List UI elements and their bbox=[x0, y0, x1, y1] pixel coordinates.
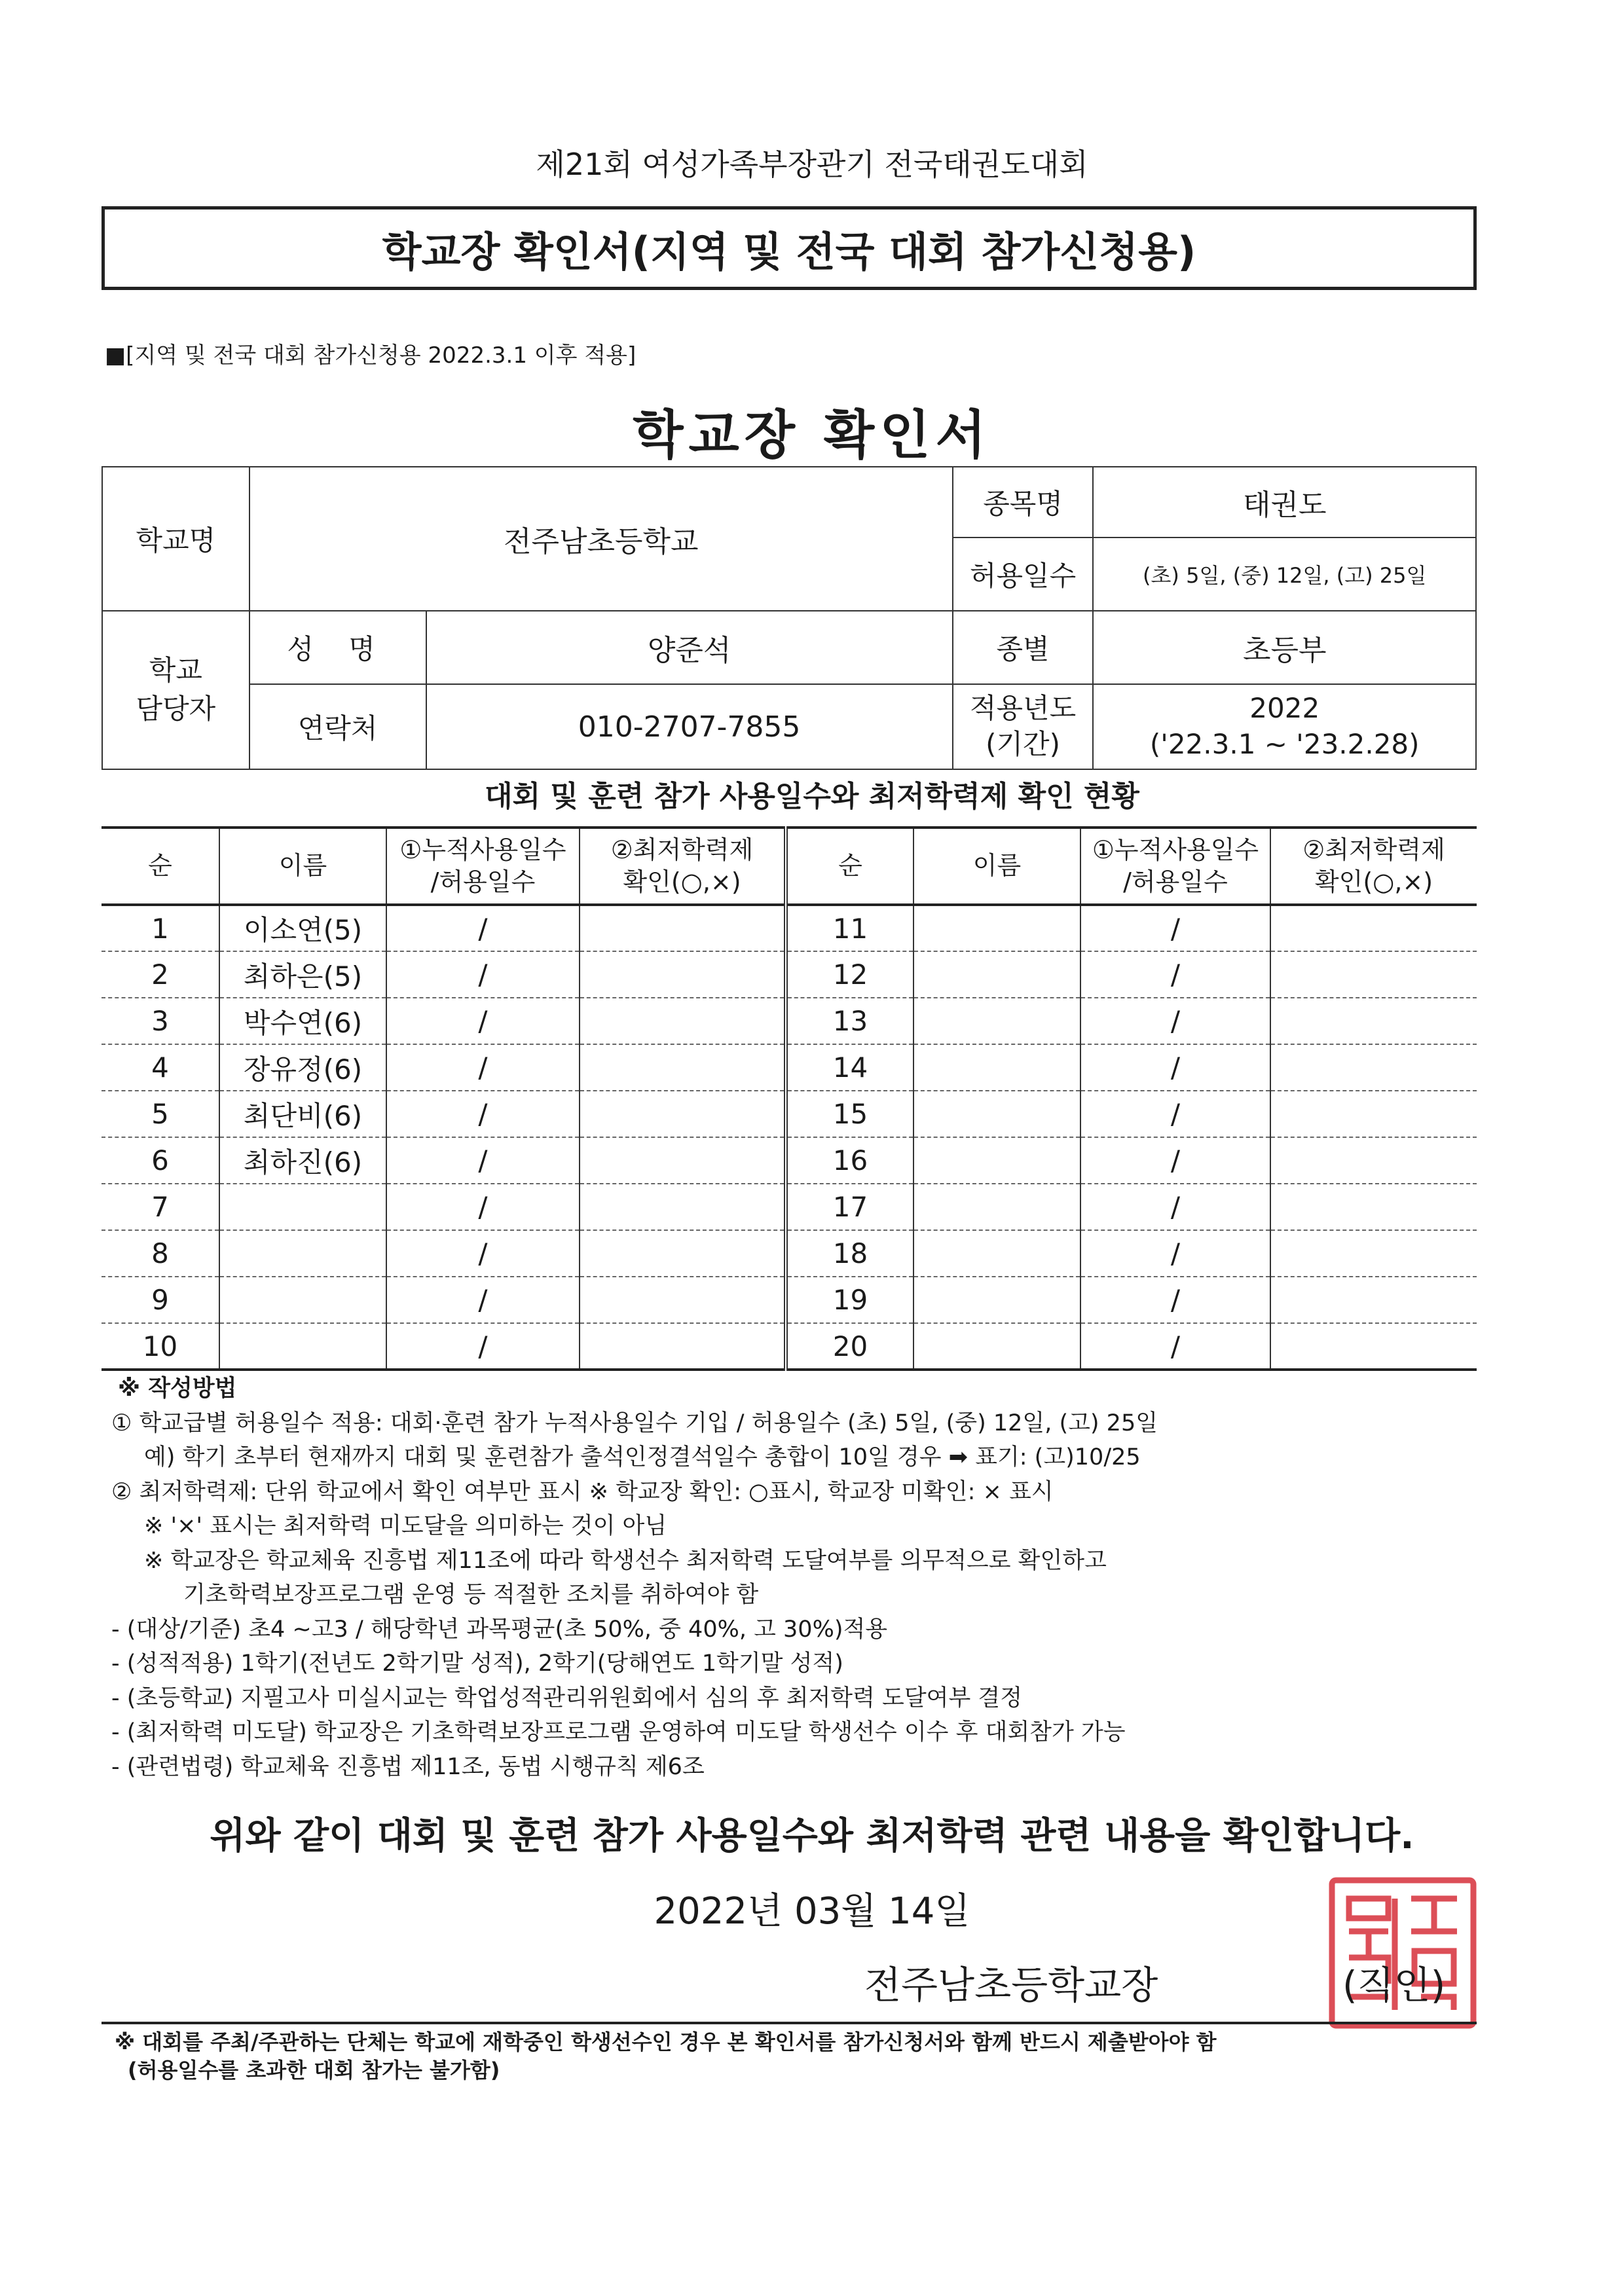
roster-check bbox=[1270, 1091, 1477, 1137]
issue-date: 2022년 03월 14일 bbox=[654, 1890, 970, 1933]
roster-row bbox=[101, 1277, 1477, 1323]
roster-no: 5 bbox=[101, 1091, 219, 1137]
sport-label: 종목명 bbox=[953, 467, 1094, 538]
roster-days: / bbox=[1080, 998, 1270, 1044]
roster-name bbox=[913, 1184, 1080, 1230]
roster-check bbox=[580, 951, 786, 998]
instruction-line: ② 최저학력제: 단위 학교에서 확인 여부만 표시 ※ 학교장 확인: ○표시, 학교장 미확인: × 표시 bbox=[111, 1478, 1054, 1505]
roster-days: / bbox=[386, 1044, 580, 1091]
roster-check bbox=[1270, 905, 1477, 951]
roster-no: 11 bbox=[786, 905, 913, 951]
roster-check bbox=[580, 1091, 786, 1137]
roster-check bbox=[1270, 998, 1477, 1044]
col-name-2: 이름 bbox=[913, 828, 1080, 905]
roster-check bbox=[1270, 1230, 1477, 1277]
roster-row bbox=[101, 951, 1477, 998]
roster-row bbox=[101, 1184, 1477, 1230]
roster-check bbox=[580, 1230, 786, 1277]
roster-row bbox=[101, 1137, 1477, 1184]
roster-name: 장유정(6) bbox=[219, 1044, 386, 1091]
col-days-2: ①누적사용일수 /허용일수 bbox=[1080, 828, 1270, 905]
roster-check bbox=[580, 998, 786, 1044]
roster-name: 최단비(6) bbox=[219, 1091, 386, 1137]
roster-check bbox=[1270, 1323, 1477, 1370]
roster-days: / bbox=[1080, 1230, 1270, 1277]
roster-days: / bbox=[1080, 951, 1270, 998]
roster-name: 이소연(5) bbox=[219, 905, 386, 951]
certificate-title: 학교장 확인서 bbox=[633, 405, 991, 465]
roster-days: / bbox=[386, 1277, 580, 1323]
roster-no: 9 bbox=[101, 1277, 219, 1323]
instruction-line: - (초등학교) 지필고사 미실시교는 학업성적관리위원회에서 심의 후 최저학력 도달여부 결정 bbox=[111, 1685, 1023, 1711]
roster-days: / bbox=[386, 951, 580, 998]
seal-mark: (직인) bbox=[1342, 1963, 1446, 2007]
roster-no: 19 bbox=[786, 1277, 913, 1323]
roster-row bbox=[101, 1230, 1477, 1277]
roster-check bbox=[1270, 1044, 1477, 1091]
col-check: ②최저학력제 확인(○,×) bbox=[580, 828, 786, 905]
roster-days: / bbox=[1080, 1184, 1270, 1230]
roster-check bbox=[1270, 951, 1477, 998]
info-table bbox=[101, 466, 1477, 770]
status-title: 대회 및 훈련 참가 사용일수와 최저학력제 확인 현황 bbox=[485, 780, 1139, 813]
roster-days: / bbox=[386, 998, 580, 1044]
col-days: ①누적사용일수 /허용일수 bbox=[386, 828, 580, 905]
col-no-2: 순 bbox=[786, 828, 913, 905]
roster-check bbox=[580, 1137, 786, 1184]
roster-name bbox=[913, 1230, 1080, 1277]
roster-name bbox=[219, 1184, 386, 1230]
roster-no: 7 bbox=[101, 1184, 219, 1230]
footnote-line-1: ※ 대회를 주최/주관하는 단체는 학교에 재학중인 학생선수인 경우 본 확인서를 참가신청서와 함께 반드시 제출받아야 함 bbox=[115, 2030, 1217, 2054]
roster-row bbox=[101, 905, 1477, 951]
roster-name: 최하은(5) bbox=[219, 951, 386, 998]
instruction-line: ※ 학교장은 학교체육 진흥법 제11조에 따라 학생선수 최저학력 도달여부를 의무적으로 확인하고 bbox=[144, 1547, 1107, 1574]
manager-label: 학교 담당자 bbox=[102, 611, 249, 769]
year-label: 적용년도 (기간) bbox=[953, 684, 1094, 769]
instruction-line: 예) 학기 초부터 현재까지 대회 및 훈련참가 출석인정결석일수 총합이 10일 경우 ➡ 표기: (고)10/25 bbox=[144, 1444, 1141, 1470]
roster-name bbox=[913, 1323, 1080, 1370]
divider bbox=[101, 2022, 1477, 2024]
roster-row bbox=[101, 1044, 1477, 1091]
application-note: ■[지역 및 전국 대회 참가신청용 2022.3.1 이후 적용] bbox=[105, 342, 637, 369]
roster-name bbox=[913, 1277, 1080, 1323]
school-label: 학교명 bbox=[102, 467, 249, 611]
roster-no: 2 bbox=[101, 951, 219, 998]
name-value: 양준석 bbox=[426, 611, 953, 684]
roster-name bbox=[913, 905, 1080, 951]
roster-row bbox=[101, 1323, 1477, 1370]
roster-name bbox=[913, 1091, 1080, 1137]
roster-no: 17 bbox=[786, 1184, 913, 1230]
footnote-line-2: (허용일수를 초과한 대회 참가는 불가함) bbox=[128, 2058, 500, 2083]
instruction-line: 기초학력보장프로그램 운영 등 적절한 조치를 취하여야 함 bbox=[183, 1582, 759, 1608]
roster-check bbox=[1270, 1137, 1477, 1184]
roster-name bbox=[913, 951, 1080, 998]
roster-no: 15 bbox=[786, 1091, 913, 1137]
principal-title: 전주남초등학교장 bbox=[864, 1963, 1158, 2007]
closing-statement: 위와 같이 대회 및 훈련 참가 사용일수와 최저학력 관련 내용을 확인합니다. bbox=[210, 1815, 1414, 1857]
allowed-days-value: (초) 5일, (중) 12일, (고) 25일 bbox=[1093, 538, 1476, 611]
document-title-box bbox=[101, 206, 1477, 290]
roster-no: 13 bbox=[786, 998, 913, 1044]
roster-days: / bbox=[1080, 905, 1270, 951]
roster-no: 3 bbox=[101, 998, 219, 1044]
roster-days: / bbox=[1080, 1277, 1270, 1323]
instruction-line: - (성적적용) 1학기(전년도 2학기말 성적), 2학기(당해연도 1학기말 성적) bbox=[111, 1650, 843, 1677]
roster-no: 14 bbox=[786, 1044, 913, 1091]
roster-days: / bbox=[386, 1137, 580, 1184]
roster-check bbox=[580, 1323, 786, 1370]
roster-check bbox=[580, 1277, 786, 1323]
roster-no: 16 bbox=[786, 1137, 913, 1184]
roster-no: 20 bbox=[786, 1323, 913, 1370]
roster-days: / bbox=[1080, 1323, 1270, 1370]
division-value: 초등부 bbox=[1093, 611, 1476, 684]
instruction-line: ※ '×' 표시는 최저학력 미도달을 의미하는 것이 아님 bbox=[144, 1513, 667, 1539]
col-no: 순 bbox=[101, 828, 219, 905]
roster-name: 박수연(6) bbox=[219, 998, 386, 1044]
event-title: 제21회 여성가족부장관기 전국태권도대회 bbox=[536, 147, 1088, 182]
roster-row bbox=[101, 1091, 1477, 1137]
roster-days: / bbox=[1080, 1091, 1270, 1137]
sport-value: 태권도 bbox=[1093, 467, 1476, 538]
roster-table bbox=[101, 826, 1477, 1371]
roster-name bbox=[219, 1230, 386, 1277]
instruction-line: ※ 작성방법 bbox=[118, 1376, 237, 1402]
roster-check bbox=[580, 905, 786, 951]
division-label: 종별 bbox=[953, 611, 1094, 684]
year-value: 2022 ('22.3.1 ~ '23.2.28) bbox=[1093, 684, 1476, 769]
roster-no: 4 bbox=[101, 1044, 219, 1091]
roster-days: / bbox=[386, 905, 580, 951]
roster-days: / bbox=[1080, 1137, 1270, 1184]
roster-no: 1 bbox=[101, 905, 219, 951]
roster-days: / bbox=[386, 1184, 580, 1230]
roster-name bbox=[219, 1277, 386, 1323]
roster-no: 6 bbox=[101, 1137, 219, 1184]
roster-days: / bbox=[386, 1091, 580, 1137]
roster-no: 8 bbox=[101, 1230, 219, 1277]
instructions bbox=[111, 1372, 1158, 1784]
roster-check bbox=[580, 1044, 786, 1091]
document-title: 학교장 확인서(지역 및 전국 대회 참가신청용) bbox=[382, 227, 1196, 276]
roster-row bbox=[101, 998, 1477, 1044]
roster-name: 최하진(6) bbox=[219, 1137, 386, 1184]
footnote bbox=[115, 2028, 1217, 2085]
roster-days: / bbox=[386, 1323, 580, 1370]
contact-value: 010-2707-7855 bbox=[426, 684, 953, 769]
col-name: 이름 bbox=[219, 828, 386, 905]
roster-check bbox=[1270, 1184, 1477, 1230]
roster-name bbox=[913, 1044, 1080, 1091]
allowed-days-label: 허용일수 bbox=[953, 538, 1094, 611]
roster-name bbox=[913, 1137, 1080, 1184]
roster-no: 18 bbox=[786, 1230, 913, 1277]
col-check-2: ②최저학력제 확인(○,×) bbox=[1270, 828, 1477, 905]
roster-days: / bbox=[386, 1230, 580, 1277]
roster-days: / bbox=[1080, 1044, 1270, 1091]
roster-no: 12 bbox=[786, 951, 913, 998]
school-value: 전주남초등학교 bbox=[249, 467, 953, 611]
roster-check bbox=[580, 1184, 786, 1230]
name-label: 성 명 bbox=[249, 611, 426, 684]
contact-label: 연락처 bbox=[249, 684, 426, 769]
instruction-line: - (관련법령) 학교체육 진흥법 제11조, 동법 시행규칙 제6조 bbox=[111, 1753, 705, 1780]
instruction-line: ① 학교급별 허용일수 적용: 대회·훈련 참가 누적사용일수 기입 / 허용일수 (초) 5일, (중) 12일, (고) 25일 bbox=[111, 1410, 1158, 1436]
roster-name bbox=[913, 998, 1080, 1044]
roster-name bbox=[219, 1323, 386, 1370]
instruction-line: - (대상/기준) 초4 ~고3 / 해당학년 과목평균(초 50%, 중 40%, 고 30%)적용 bbox=[111, 1616, 888, 1643]
instruction-line: - (최저학력 미도달) 학교장은 기초학력보장프로그램 운영하여 미도달 학생선수 이수 후 대회참가 가능 bbox=[111, 1719, 1126, 1745]
roster-no: 10 bbox=[101, 1323, 219, 1370]
roster-check bbox=[1270, 1277, 1477, 1323]
